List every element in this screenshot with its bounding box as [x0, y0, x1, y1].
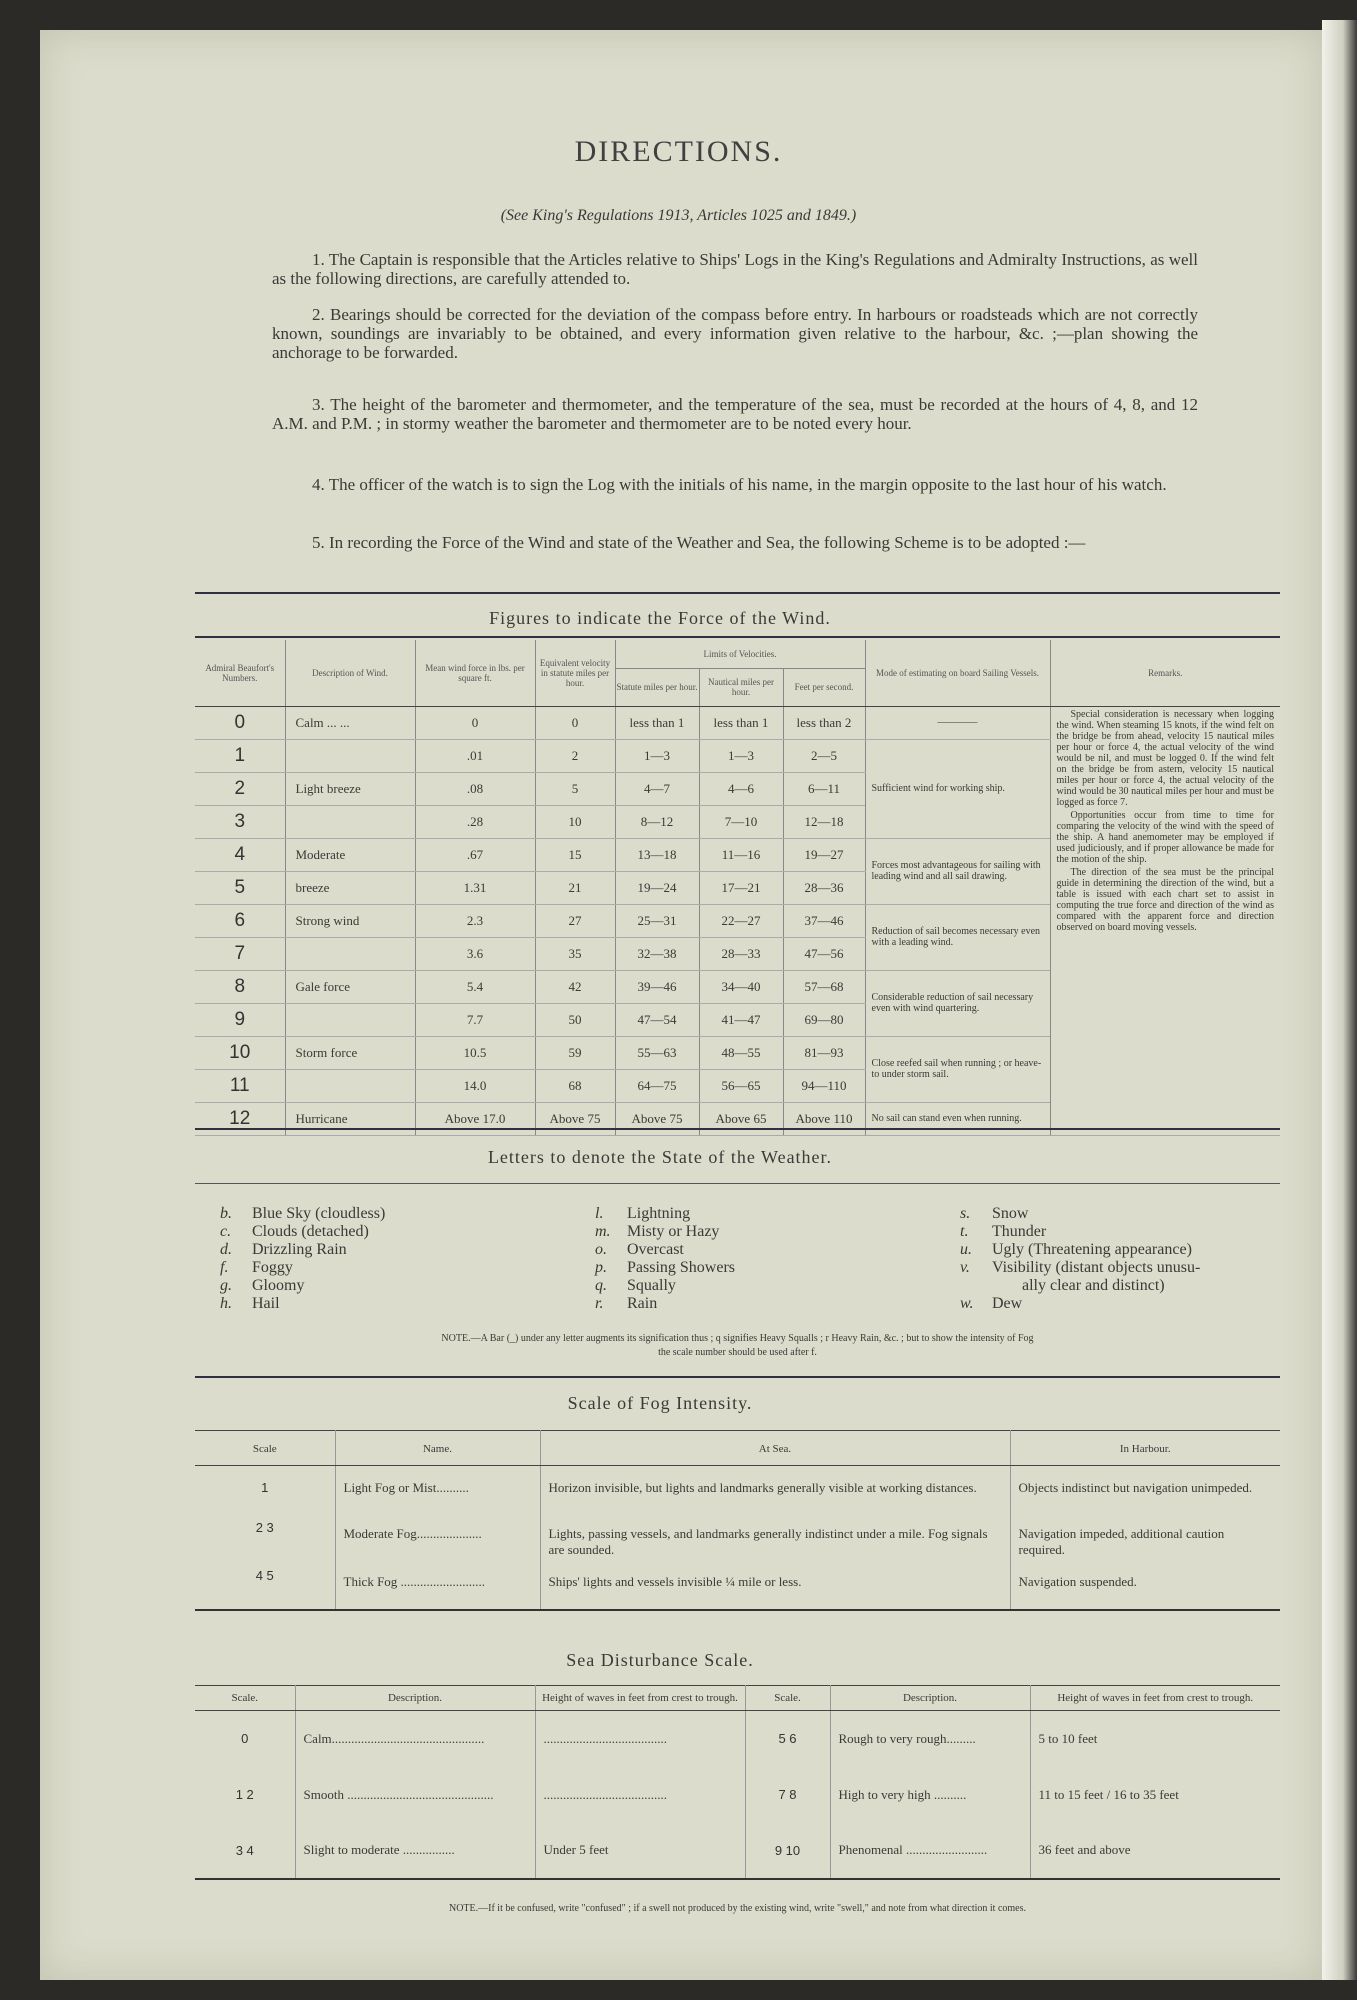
weather-letter: w.	[960, 1295, 974, 1312]
weather-text: Squally	[627, 1277, 676, 1294]
paragraph-2: 2. Bearings should be corrected for the deviation of the compass before entry. In harbours or roadsteads which are not correctly known, soundings are invariably to be obtained, and every information given relative to the harbour, &c. ;—plan showing the anchorage to be forwarded.	[272, 305, 1198, 362]
equivalent-velocity: 21	[535, 871, 615, 904]
weather-text: Dew	[992, 1295, 1023, 1312]
table-row	[195, 1514, 1280, 1562]
weather-letter: o.	[595, 1241, 607, 1258]
beaufort-number: 9	[195, 1003, 285, 1036]
weather-item	[220, 1295, 385, 1313]
weather-item	[220, 1223, 385, 1241]
nautical-limit: 22—27	[699, 904, 783, 937]
fog-in-harbour: Navigation suspended.	[1018, 1573, 1137, 1589]
weather-text: Ugly (Threatening appearance)	[992, 1241, 1192, 1258]
beaufort-number: 2	[195, 772, 285, 805]
nautical-limit: 17—21	[699, 871, 783, 904]
sea-header-height-right: Height of waves in feet from crest to trough.	[1030, 1686, 1280, 1711]
weather-column-1	[220, 1205, 385, 1313]
nautical-limit: 48—55	[699, 1036, 783, 1069]
wind-force-table	[195, 640, 1280, 1136]
feet-limit: 37—46	[783, 904, 865, 937]
sea-height: ......................................	[535, 1767, 745, 1823]
equivalent-velocity: Above 75	[535, 1102, 615, 1135]
nautical-limit: 4—6	[699, 772, 783, 805]
remark-paragraph: Opportunities occur from time to time for comparing the velocity of the wind with the speed of the ship. A hand anemometer may be employed if used judiciously, and if proper allowance be made for the motion of the ship.	[1056, 809, 1274, 865]
mean-force: .67	[415, 838, 535, 871]
nautical-limit: 56—65	[699, 1069, 783, 1102]
divider	[195, 1128, 1280, 1130]
sea-header-height-left: Height of waves in feet from crest to trough.	[535, 1686, 745, 1711]
fog-scale: 4 5	[195, 1562, 335, 1610]
feet-limit: 81—93	[783, 1036, 865, 1069]
weather-letter: c.	[220, 1223, 232, 1240]
page-title: DIRECTIONS.	[574, 135, 783, 168]
weather-item	[220, 1277, 385, 1295]
fog-at-sea: Lights, passing vessels, and landmarks generally indistinct under a mile. Fog signals are sounded.	[540, 1514, 1010, 1562]
divider	[195, 1376, 1280, 1378]
nautical-limit: 34—40	[699, 970, 783, 1003]
fog-at-sea: Ships' lights and vessels invisible ¼ mile or less.	[540, 1562, 1010, 1610]
mean-force: .28	[415, 805, 535, 838]
page-edge	[1322, 20, 1357, 1980]
sea-height: 11 to 15 feet / 16 to 35 feet	[1038, 1786, 1179, 1802]
sailing-mode: Sufficient wind for working ship.	[865, 739, 1050, 838]
table-row	[195, 706, 1280, 739]
wind-description: Gale force	[285, 970, 415, 1003]
weather-letter: g.	[220, 1277, 232, 1294]
weather-letter: d.	[220, 1241, 232, 1258]
weather-item	[960, 1223, 1200, 1241]
weather-letter: q.	[595, 1277, 607, 1294]
weather-letter: h.	[220, 1295, 232, 1312]
feet-limit: 47—56	[783, 937, 865, 970]
feet-limit: 28—36	[783, 871, 865, 904]
table-row	[195, 1823, 1280, 1879]
statute-limit: 64—75	[615, 1069, 699, 1102]
beaufort-number: 5	[195, 871, 285, 904]
feet-limit: less than 2	[783, 706, 865, 739]
statute-limit: 32—38	[615, 937, 699, 970]
header-force: Mean wind force in lbs. per square ft.	[415, 640, 535, 706]
header-feet: Feet per second.	[783, 668, 865, 706]
weather-item	[595, 1277, 735, 1295]
statute-limit: 4—7	[615, 772, 699, 805]
equivalent-velocity: 5	[535, 772, 615, 805]
feet-limit: Above 110	[783, 1102, 865, 1135]
paragraph-5: 5. In recording the Force of the Wind and state of the Weather and Sea, the following Scheme is to be adopted :—	[312, 533, 1086, 552]
weather-item	[595, 1259, 735, 1277]
sea-height: ......................................	[535, 1711, 745, 1767]
nautical-limit: 1—3	[699, 739, 783, 772]
sea-description: Calm...............................................	[295, 1711, 535, 1767]
weather-text: Foggy	[252, 1259, 293, 1276]
weather-text: Lightning	[627, 1205, 691, 1222]
page-subtitle: (See King's Regulations 1913, Articles 1025 and 1849.)	[500, 207, 857, 224]
remarks-cell	[1050, 706, 1280, 1135]
weather-letter: v.	[960, 1259, 970, 1276]
fog-header-name: Name.	[335, 1431, 540, 1466]
wind-description: Hurricane	[285, 1102, 415, 1135]
feet-limit: 57—68	[783, 970, 865, 1003]
statute-limit: Above 75	[615, 1102, 699, 1135]
mean-force: 2.3	[415, 904, 535, 937]
beaufort-number: 7	[195, 937, 285, 970]
equivalent-velocity: 68	[535, 1069, 615, 1102]
weather-text: Passing Showers	[627, 1259, 736, 1276]
sea-header-scale-right: Scale.	[745, 1686, 830, 1711]
mean-force: 14.0	[415, 1069, 535, 1102]
remark-paragraph: The direction of the sea must be the principal guide in determining the direction of the wind, but a table is issued with each chart set to assist in computing the true force and direction of the wind as compared with the apparent force and direction observed on board moving vessels.	[1056, 866, 1274, 933]
beaufort-number: 11	[195, 1069, 285, 1102]
weather-text: Misty or Hazy	[627, 1223, 720, 1240]
sailing-mode: Reduction of sail becomes necessary even with a leading wind.	[865, 904, 1050, 970]
weather-text: Rain	[627, 1295, 658, 1312]
weather-column-2	[595, 1205, 735, 1313]
equivalent-velocity: 0	[535, 706, 615, 739]
weather-text: Clouds (detached)	[252, 1223, 369, 1240]
sea-height: 5 to 10 feet	[1038, 1730, 1098, 1746]
weather-title: Letters to denote the State of the Weather.	[487, 1147, 833, 1167]
wind-description: Calm ... ...	[285, 706, 415, 739]
paragraph-1: 1. The Captain is responsible that the Articles relative to Ships' Logs in the King's Regulations and Admiralty Instructions, as well as the following directions, are carefully attended to.	[272, 250, 1198, 288]
statute-limit: 19—24	[615, 871, 699, 904]
wind-description	[285, 1003, 415, 1036]
weather-item	[960, 1259, 1200, 1277]
table-row	[195, 1562, 1280, 1610]
mean-force: 10.5	[415, 1036, 535, 1069]
beaufort-number: 12	[195, 1102, 285, 1135]
sea-height: Under 5 feet	[535, 1823, 745, 1879]
statute-limit: 47—54	[615, 1003, 699, 1036]
fog-name: Thick Fog ..........................	[335, 1562, 540, 1610]
weather-item	[960, 1205, 1200, 1223]
equivalent-velocity: 50	[535, 1003, 615, 1036]
feet-limit: 2—5	[783, 739, 865, 772]
header-mode: Mode of estimating on board Sailing Vessels.	[865, 640, 1050, 706]
fog-header-sea: At Sea.	[540, 1431, 1010, 1466]
weather-letter: s.	[960, 1205, 971, 1222]
weather-text: Snow	[992, 1205, 1029, 1222]
wind-description	[285, 805, 415, 838]
mean-force: 1.31	[415, 871, 535, 904]
wind-table-title: Figures to indicate the Force of the Wind.	[489, 608, 831, 628]
weather-text: Hail	[252, 1295, 280, 1312]
statute-limit: 13—18	[615, 838, 699, 871]
fog-in-harbour: Navigation impeded, additional caution required.	[1018, 1525, 1225, 1557]
equivalent-velocity: 59	[535, 1036, 615, 1069]
paragraph-4: 4. The officer of the watch is to sign the Log with the initials of his name, in the margin opposite to the last hour of his watch.	[312, 475, 1167, 494]
feet-limit: 94—110	[783, 1069, 865, 1102]
sea-header-scale-left: Scale.	[195, 1686, 295, 1711]
equivalent-velocity: 10	[535, 805, 615, 838]
header-velocity: Equivalent velocity in statute miles per hour.	[535, 640, 615, 706]
sailing-mode: Considerable reduction of sail necessary even with wind quartering.	[865, 970, 1050, 1036]
wind-description	[285, 1069, 415, 1102]
sea-table	[195, 1685, 1280, 1880]
nautical-limit: Above 65	[699, 1102, 783, 1135]
feet-limit: 69—80	[783, 1003, 865, 1036]
weather-letter: b.	[220, 1205, 232, 1222]
fog-scale: 2 3	[195, 1514, 335, 1562]
weather-letter: t.	[960, 1223, 969, 1240]
sea-scale: 5 6	[745, 1711, 830, 1767]
feet-limit: 12—18	[783, 805, 865, 838]
equivalent-velocity: 2	[535, 739, 615, 772]
beaufort-number: 1	[195, 739, 285, 772]
weather-item	[595, 1295, 735, 1313]
divider	[195, 592, 1280, 594]
nautical-limit: 41—47	[699, 1003, 783, 1036]
weather-text: Blue Sky (cloudless)	[252, 1205, 386, 1222]
weather-text: Overcast	[627, 1241, 684, 1258]
statute-limit: less than 1	[615, 706, 699, 739]
nautical-limit: less than 1	[699, 706, 783, 739]
fog-header-harbour: In Harbour.	[1010, 1431, 1280, 1466]
header-remarks: Remarks.	[1050, 640, 1280, 706]
weather-item	[960, 1241, 1200, 1259]
wind-description: breeze	[285, 871, 415, 904]
sea-scale: 7 8	[745, 1767, 830, 1823]
statute-limit: 39—46	[615, 970, 699, 1003]
wind-description: Strong wind	[285, 904, 415, 937]
sea-description: Phenomenal .........................	[830, 1823, 1030, 1879]
feet-limit: 6—11	[783, 772, 865, 805]
fog-scale: 1	[195, 1466, 335, 1514]
sea-scale: 9 10	[745, 1823, 830, 1879]
equivalent-velocity: 35	[535, 937, 615, 970]
weather-item	[595, 1241, 735, 1259]
sea-scale: 3 4	[195, 1823, 295, 1879]
sea-scale: 0	[195, 1711, 295, 1767]
sailing-mode: ————	[865, 706, 1050, 739]
header-statute: Statute miles per hour.	[615, 668, 699, 706]
sailing-mode: No sail can stand even when running.	[865, 1102, 1050, 1135]
beaufort-number: 6	[195, 904, 285, 937]
sea-description: High to very high ..........	[830, 1767, 1030, 1823]
sea-scale: 1 2	[195, 1767, 295, 1823]
statute-limit: 1—3	[615, 739, 699, 772]
feet-limit: 19—27	[783, 838, 865, 871]
mean-force: Above 17.0	[415, 1102, 535, 1135]
weather-note-line-2: the scale number should be used after f.	[658, 1347, 817, 1358]
sea-note: NOTE.—If it be confused, write "confused" ; if a swell not produced by the existing wind, write "swell," and note from what direction it comes.	[448, 1903, 1027, 1914]
sailing-mode: Close reefed sail when running ; or heave-to under storm sail.	[865, 1036, 1050, 1102]
wind-description: Storm force	[285, 1036, 415, 1069]
fog-name: Light Fog or Mist..........	[335, 1466, 540, 1514]
mean-force: .01	[415, 739, 535, 772]
table-row	[195, 1466, 1280, 1514]
fog-in-harbour: Objects indistinct but navigation unimpeded.	[1018, 1480, 1253, 1495]
nautical-limit: 7—10	[699, 805, 783, 838]
table-row	[195, 1711, 1280, 1767]
table-row	[195, 1767, 1280, 1823]
weather-text: Thunder	[992, 1223, 1047, 1240]
divider	[195, 636, 1280, 638]
weather-item	[595, 1223, 735, 1241]
mean-force: .08	[415, 772, 535, 805]
sea-header-desc-left: Description.	[295, 1686, 535, 1711]
weather-item	[595, 1205, 735, 1223]
sea-header-desc-right: Description.	[830, 1686, 1030, 1711]
equivalent-velocity: 15	[535, 838, 615, 871]
wind-description	[285, 739, 415, 772]
nautical-limit: 11—16	[699, 838, 783, 871]
equivalent-velocity: 27	[535, 904, 615, 937]
statute-limit: 25—31	[615, 904, 699, 937]
beaufort-number: 10	[195, 1036, 285, 1069]
weather-letter: r.	[595, 1295, 604, 1312]
beaufort-number: 4	[195, 838, 285, 871]
sailing-mode: Forces most advantageous for sailing with leading wind and all sail drawing.	[865, 838, 1050, 904]
equivalent-velocity: 42	[535, 970, 615, 1003]
sea-title: Sea Disturbance Scale.	[566, 1650, 754, 1670]
mean-force: 3.6	[415, 937, 535, 970]
weather-letter: f.	[220, 1259, 229, 1276]
weather-text: Drizzling Rain	[252, 1241, 347, 1258]
nautical-limit: 28—33	[699, 937, 783, 970]
weather-note	[195, 1332, 1280, 1360]
weather-item	[960, 1295, 1200, 1313]
statute-limit: 55—63	[615, 1036, 699, 1069]
weather-letter: p.	[595, 1259, 607, 1276]
sea-description: Rough to very rough.........	[830, 1711, 1030, 1767]
fog-title: Scale of Fog Intensity.	[567, 1393, 753, 1413]
sea-description: Slight to moderate ................	[295, 1823, 535, 1879]
divider	[195, 1183, 1280, 1184]
weather-text: Visibility (distant objects unusu-	[992, 1259, 1201, 1276]
fog-name: Moderate Fog....................	[335, 1514, 540, 1562]
wind-description: Moderate	[285, 838, 415, 871]
remark-paragraph: Special consideration is necessary when logging the wind. When steaming 15 knots, if the wind felt on the bridge be from ahead, velocity 15 nautical miles per hour or force 4, the actual velocity of the wind would be nil, and must be logged 0. If the wind felt on the bridge be from astern, velocity 15 nautical miles per hour or force 4, the actual velocity of the wind would be 30 nautical miles per hour and must be logged as force 7.	[1056, 708, 1274, 808]
beaufort-number: 3	[195, 805, 285, 838]
weather-item	[960, 1277, 1200, 1295]
weather-text: ally clear and distinct)	[1022, 1277, 1165, 1294]
weather-item	[220, 1205, 385, 1223]
fog-header-scale: Scale	[195, 1431, 335, 1466]
statute-limit: 8—12	[615, 805, 699, 838]
weather-letter: m.	[595, 1223, 611, 1240]
weather-letter: u.	[960, 1241, 972, 1258]
weather-letter: l.	[595, 1205, 604, 1222]
fog-at-sea: Horizon invisible, but lights and landmarks generally visible at working distances.	[540, 1466, 1010, 1514]
paragraph-3: 3. The height of the barometer and thermometer, and the temperature of the sea, must be recorded at the hours of 4, 8, and 12 A.M. and P.M. ; in stormy weather the barometer and thermometer are to be noted every hour.	[272, 395, 1198, 433]
header-limits: Limits of Velocities.	[615, 640, 865, 668]
header-nautical: Nautical miles per hour.	[699, 668, 783, 706]
weather-column-3	[960, 1205, 1200, 1313]
weather-text: Gloomy	[252, 1277, 305, 1294]
weather-item	[220, 1259, 385, 1277]
weather-item	[220, 1241, 385, 1259]
header-description: Description of Wind.	[285, 640, 415, 706]
wind-description: Light breeze	[285, 772, 415, 805]
wind-description	[285, 937, 415, 970]
beaufort-number: 0	[195, 706, 285, 739]
mean-force: 0	[415, 706, 535, 739]
weather-note-line-1: NOTE.—A Bar (_) under any letter augments its signification thus ; q signifies Heavy Squalls ; r Heavy Rain, &c. ; but to show the intensity of Fog	[441, 1333, 1034, 1344]
mean-force: 5.4	[415, 970, 535, 1003]
mean-force: 7.7	[415, 1003, 535, 1036]
sea-description: Smooth .............................................	[295, 1767, 535, 1823]
fog-table	[195, 1430, 1280, 1611]
header-beaufort: Admiral Beaufort's Numbers.	[195, 640, 285, 706]
sea-height: 36 feet and above	[1038, 1842, 1131, 1857]
beaufort-number: 8	[195, 970, 285, 1003]
